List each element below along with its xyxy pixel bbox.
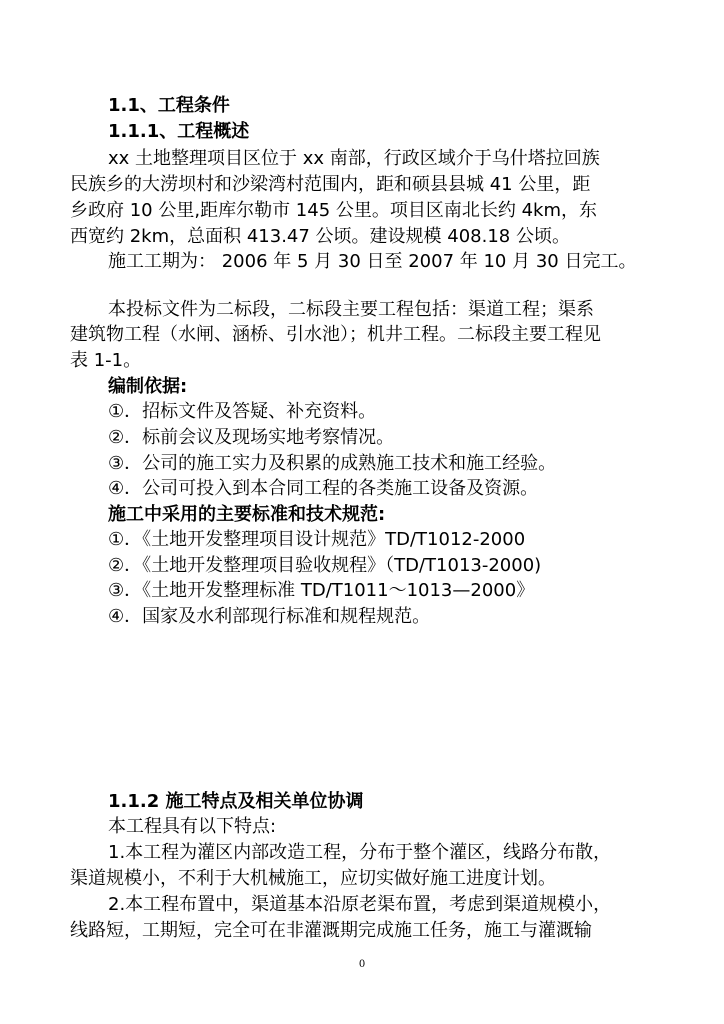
feature-item-line: 1.本工程为灌区内部改造工程，分布于整个灌区，线路分布散，	[108, 842, 612, 863]
subsection-heading: 1.1.1、工程概述	[108, 121, 250, 142]
page-number: 0	[358, 959, 366, 970]
basis-item: ③．公司的施工实力及积累的成熟施工技术和施工经验。	[108, 453, 557, 474]
features-heading: 1.1.2 施工特点及相关单位协调	[108, 791, 364, 812]
overview-paragraph-line: 西宽约 2km，总面积 413.47 公顷。建设规模 408.18 公顷。	[70, 226, 570, 247]
standard-item: ②．《土地开发整理项目验收规程》（TD/T1013-2000)	[108, 555, 542, 576]
basis-item: ②．标前会议及现场实地考察情况。	[108, 427, 395, 448]
bid-paragraph-line: 本投标文件为二标段，二标段主要工程包括：渠道工程；渠系	[108, 299, 594, 320]
basis-item: ①．招标文件及答疑、补充资料。	[108, 401, 377, 422]
overview-paragraph-line: 乡政府 10 公里,距库尔勒市 145 公里。项目区南北长约 4km，东	[70, 200, 597, 221]
standard-item: ①．《土地开发整理项目设计规范》TD/T1012-2000	[108, 529, 526, 550]
features-intro: 本工程具有以下特点:	[108, 816, 277, 837]
overview-paragraph-line: xx 土地整理项目区位于 xx 南部，行政区域介于乌什塔拉回族	[108, 148, 600, 169]
standard-item: ③．《土地开发整理标准 TD/T1011～1013—2000》	[108, 580, 535, 601]
bid-paragraph-line: 建筑物工程（水闸、涵桥、引水池）；机井工程。二标段主要工程见	[70, 324, 601, 345]
standards-title: 施工中采用的主要标准和技术规范:	[108, 504, 386, 525]
section-heading: 1.1、工程条件	[108, 95, 230, 116]
feature-item-line: 2.本工程布置中，渠道基本沿原老渠布置，考虑到渠道规模小，	[108, 894, 612, 915]
standard-item: ④．国家及水利部现行标准和规程规范。	[108, 606, 431, 627]
feature-item-line: 渠道规模小，不利于大机械施工，应切实做好施工进度计划。	[70, 868, 556, 889]
feature-item-line: 线路短，工期短，完全可在非灌溉期完成施工任务，施工与灌溉输	[70, 920, 592, 941]
construction-period: 施工工期为： 2006 年 5 月 30 日至 2007 年 10 月 30 日完工。	[108, 251, 637, 272]
bid-paragraph-line: 表 1-1。	[70, 350, 142, 371]
basis-item: ④．公司可投入到本合同工程的各类施工设备及资源。	[108, 478, 539, 499]
overview-paragraph-line: 民族乡的大涝坝村和沙梁湾村范围内，距和硕县县城 41 公里，距	[70, 174, 591, 195]
basis-title: 编制依据:	[108, 376, 188, 397]
